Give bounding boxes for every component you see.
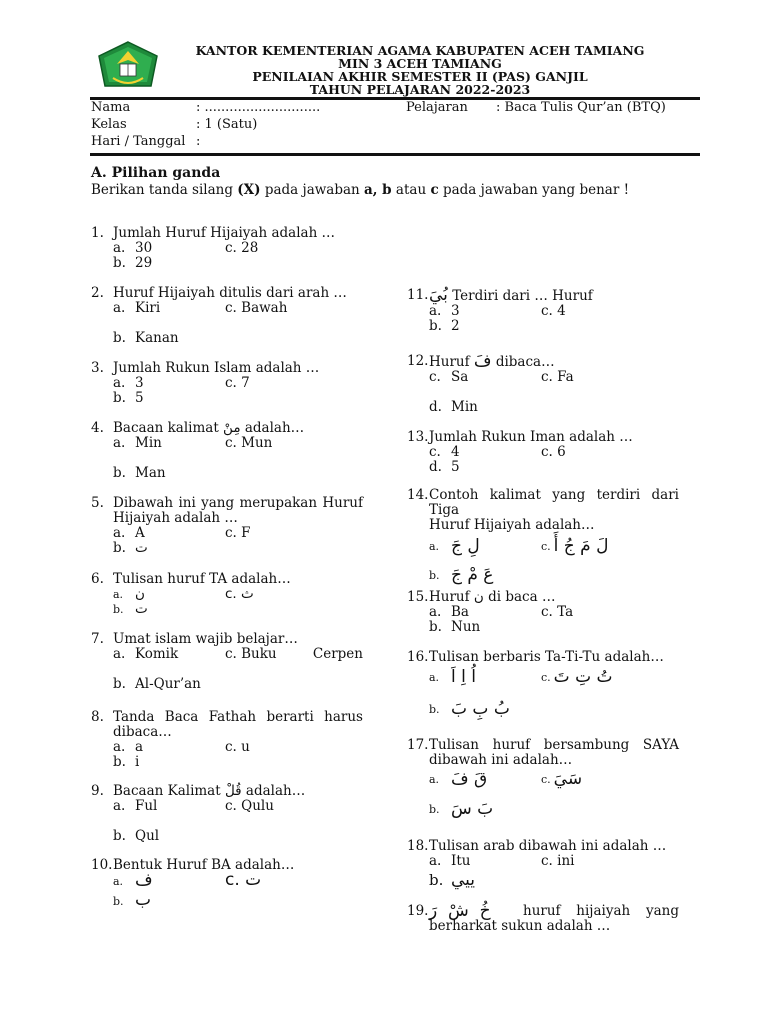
- option-b[interactable]: 2: [451, 318, 460, 334]
- question-3: [91, 361, 363, 406]
- option-label: a.: [113, 588, 124, 601]
- option-b[interactable]: Kanan: [135, 330, 179, 346]
- option-label: c.: [429, 369, 441, 385]
- option-label: a.: [113, 798, 126, 814]
- option-b[interactable]: ييي: [451, 869, 476, 890]
- question-text: di baca …: [483, 589, 556, 605]
- question-10: [91, 858, 363, 913]
- option-a[interactable]: 3: [135, 375, 144, 391]
- option-c-label: c.: [541, 539, 551, 553]
- option-label: a.: [113, 525, 126, 541]
- question-18: [407, 839, 679, 891]
- option-label: b.: [429, 870, 444, 889]
- question-text: Tulisan berbaris Ta-Ti-Tu adalah…: [429, 649, 664, 665]
- option-b[interactable]: ت: [135, 540, 148, 556]
- option-b[interactable]: Qul: [135, 828, 160, 844]
- option-label: b.: [429, 568, 440, 582]
- hari-value: :: [196, 134, 201, 149]
- option-b[interactable]: Man: [135, 465, 166, 481]
- letterhead-line-1: KANTOR KEMENTERIAN AGAMA KABUPATEN ACEH TAMIANG: [195, 43, 645, 58]
- question-text: Huruf: [429, 589, 474, 605]
- option-label: d.: [429, 399, 442, 415]
- option-b[interactable]: Al-Qur’an: [135, 676, 201, 692]
- option-a[interactable]: Itu: [451, 853, 471, 869]
- question-text: adalah…: [241, 783, 306, 799]
- option-label: b.: [429, 702, 440, 716]
- arabic-word: ن: [473, 589, 484, 605]
- option-a[interactable]: 4: [451, 444, 460, 460]
- header-rule-bottom: [90, 153, 700, 156]
- option-label: b.: [429, 619, 442, 635]
- question-number: 14.: [407, 487, 429, 503]
- option-a[interactable]: a: [135, 739, 144, 755]
- question-text: Bacaan kalimat: [113, 420, 224, 436]
- option-a[interactable]: Sa: [451, 369, 469, 385]
- option-c[interactable]: c. F: [225, 525, 251, 541]
- question-text-line-2: Huruf Hijaiyah adalah…: [429, 517, 595, 533]
- instr-ab: a, b: [364, 182, 392, 198]
- option-label: a.: [113, 240, 126, 256]
- letterhead: [170, 44, 670, 96]
- question-12: [407, 351, 679, 415]
- option-c[interactable]: c. u: [225, 739, 250, 755]
- question-number: 11.: [407, 287, 429, 303]
- arabic-word: فَ: [473, 351, 492, 371]
- question-text-line-2: dibawah ini adalah…: [429, 752, 573, 768]
- option-b[interactable]: ت: [135, 601, 148, 617]
- option-a[interactable]: ن: [135, 586, 145, 602]
- question-number: 8.: [91, 709, 104, 725]
- arabic-word: خُ شْ رَ: [429, 901, 491, 921]
- question-number: 12.: [407, 353, 429, 369]
- option-b[interactable]: Min: [451, 399, 478, 415]
- option-label: b.: [113, 330, 126, 346]
- letterhead-line-4: TAHUN PELAJARAN 2022-2023: [309, 82, 531, 97]
- option-c[interactable]: c. ث: [225, 586, 254, 602]
- option-c[interactable]: c. 28: [225, 240, 259, 256]
- option-b[interactable]: عَ مْ جَ: [451, 564, 494, 585]
- question-14: [407, 488, 679, 591]
- hari-label: Hari / Tanggal: [91, 134, 186, 149]
- option-a[interactable]: Ba: [451, 604, 469, 620]
- option-a[interactable]: لِ جَ: [451, 535, 480, 556]
- question-15: [407, 590, 679, 635]
- question-number: 5.: [91, 495, 104, 511]
- option-label: b.: [113, 603, 124, 616]
- question-text: Tanda Baca Fathah berarti harus: [113, 709, 363, 725]
- option-label: a.: [113, 300, 126, 316]
- instr-part: pada jawaban: [260, 182, 365, 198]
- question-2: [91, 286, 363, 346]
- question-number: 10.: [91, 857, 113, 873]
- option-c[interactable]: c. ini: [541, 853, 575, 869]
- question-text: Jumlah Huruf Hijaiyah adalah …: [113, 225, 336, 241]
- option-label: a.: [429, 303, 442, 319]
- question-number: 9.: [91, 783, 104, 799]
- question-text: Tulisan huruf TA adalah…: [113, 571, 291, 587]
- option-a[interactable]: Komik: [135, 646, 179, 662]
- question-13: [407, 430, 679, 475]
- question-text: Bacaan Kalimat: [113, 783, 225, 799]
- option-c-label: c.: [541, 772, 551, 786]
- option-label: a.: [113, 375, 126, 391]
- option-c[interactable]: لَ مَ جُ أَ: [553, 535, 609, 556]
- option-label: b.: [113, 390, 126, 406]
- option-label: a.: [429, 853, 442, 869]
- option-label: c.: [429, 444, 441, 460]
- option-label: b.: [429, 802, 440, 816]
- option-label: b.: [113, 828, 126, 844]
- option-label: b.: [113, 676, 126, 692]
- option-b[interactable]: بَ سَ: [451, 798, 494, 819]
- pelajaran-label: Pelajaran: [406, 100, 468, 115]
- pelajaran-value: : Baca Tulis Qur’an (BTQ): [496, 100, 666, 115]
- option-b[interactable]: ب: [135, 890, 152, 910]
- option-label: d.: [429, 459, 442, 475]
- question-text: Huruf: [429, 354, 474, 370]
- question-4: [91, 421, 363, 481]
- question-text-line-2: berharkat sukun adalah …: [429, 918, 611, 934]
- option-label: a.: [113, 875, 124, 888]
- option-c-extra[interactable]: Cerpen: [312, 646, 363, 662]
- option-label: a.: [429, 604, 442, 620]
- option-label: b.: [113, 540, 126, 556]
- question-number: 18.: [407, 838, 429, 854]
- arabic-word: بُيَ: [429, 285, 448, 305]
- question-number: 16.: [407, 649, 429, 665]
- question-1: [91, 226, 363, 271]
- question-number: 19.: [407, 903, 429, 919]
- question-number: 17.: [407, 737, 429, 753]
- option-c[interactable]: c. Ta: [541, 604, 574, 620]
- arabic-word: مِنْ: [223, 420, 241, 436]
- question-text: Bentuk Huruf BA adalah…: [113, 857, 295, 873]
- option-label: b.: [113, 465, 126, 481]
- option-c[interactable]: c. 6: [541, 444, 566, 460]
- instructions: [91, 182, 629, 198]
- option-c[interactable]: c. Bawah: [225, 300, 288, 316]
- kelas-label: Kelas: [91, 117, 127, 132]
- option-label: a.: [113, 739, 126, 755]
- option-c[interactable]: c. ت: [225, 870, 262, 890]
- question-number: 1.: [91, 225, 104, 241]
- question-text: Umat islam wajib belajar…: [113, 631, 298, 647]
- question-text: Tulisan huruf bersambung SAYA: [429, 737, 679, 753]
- option-label: b.: [113, 754, 126, 770]
- option-label: a.: [429, 772, 440, 786]
- question-text: Jumlah Rukun Iman adalah …: [429, 429, 633, 445]
- option-a[interactable]: ف: [135, 870, 153, 890]
- question-text: Contoh kalimat yang terdiri dari Tiga: [429, 487, 679, 518]
- nama-label: Nama: [91, 100, 131, 115]
- question-text: Jumlah Rukun Islam adalah …: [113, 360, 320, 376]
- instr-x: (X): [237, 182, 261, 198]
- option-label: a.: [113, 435, 126, 451]
- option-c[interactable]: c. Mun: [225, 435, 273, 451]
- option-c-label: c.: [541, 670, 551, 684]
- question-text: Terdiri dari … Huruf: [447, 288, 593, 304]
- option-label: b.: [113, 895, 124, 908]
- instr-c: c: [430, 182, 439, 198]
- question-text-line-2: Hijaiyah adalah …: [113, 510, 238, 526]
- question-11: [407, 285, 679, 334]
- option-c[interactable]: c. Qulu: [225, 798, 274, 814]
- option-b[interactable]: 5: [135, 390, 144, 406]
- question-text: Dibawah ini yang merupakan Huruf: [113, 495, 363, 511]
- option-c[interactable]: c. 4: [541, 303, 566, 319]
- option-a[interactable]: 30: [135, 240, 153, 256]
- option-b[interactable]: بُ بِ بَ: [451, 698, 510, 719]
- question-number: 7.: [91, 631, 104, 647]
- option-c[interactable]: c. 7: [225, 375, 250, 391]
- kelas-value: : 1 (Satu): [196, 117, 258, 132]
- question-text: adalah…: [240, 420, 305, 436]
- letterhead-line-3: PENILAIAN AKHIR SEMESTER II (PAS) GANJIL: [252, 69, 588, 84]
- option-a[interactable]: Ful: [135, 798, 158, 814]
- option-label: a.: [113, 646, 126, 662]
- option-a[interactable]: اُ اِ اَ: [451, 666, 476, 687]
- option-c[interactable]: c. Buku: [224, 646, 277, 662]
- question-16: [407, 650, 679, 729]
- kemenag-logo: [95, 40, 161, 92]
- question-text: huruf hijaiyah yang: [523, 903, 679, 919]
- option-a[interactable]: قَ فَ: [451, 768, 488, 789]
- instr-part: Berikan tanda silang: [91, 182, 238, 198]
- option-label: b.: [113, 255, 126, 271]
- option-c[interactable]: تُ تِ تَ: [553, 666, 613, 687]
- question-19: [407, 901, 679, 934]
- section-title: A. Pilihan ganda: [91, 165, 221, 181]
- arabic-word: قُلْ: [224, 783, 242, 799]
- option-a[interactable]: Kiri: [135, 300, 161, 316]
- question-number: 4.: [91, 420, 104, 436]
- question-5: [91, 496, 363, 556]
- letterhead-line-2: MIN 3 ACEH TAMIANG: [338, 56, 502, 71]
- question-text-line-2: dibaca…: [113, 724, 172, 740]
- option-b[interactable]: 5: [451, 459, 460, 475]
- instr-part: atau: [391, 182, 431, 198]
- nama-value: : ............................: [196, 100, 321, 115]
- question-text: Tulisan arab dibawah ini adalah …: [429, 838, 667, 854]
- option-label: b.: [429, 318, 442, 334]
- option-b[interactable]: 29: [135, 255, 153, 271]
- question-9: [91, 784, 363, 844]
- option-a[interactable]: Min: [135, 435, 162, 451]
- question-number: 6.: [91, 571, 104, 587]
- option-b[interactable]: Nun: [451, 619, 481, 635]
- info-block: [91, 100, 701, 152]
- question-text: dibaca…: [491, 354, 555, 370]
- question-text: Huruf Hijaiyah ditulis dari arah …: [113, 285, 347, 301]
- option-c[interactable]: سَيَ: [553, 768, 583, 789]
- question-number: 3.: [91, 360, 104, 376]
- option-label: a.: [429, 539, 440, 553]
- question-number: 2.: [91, 285, 104, 301]
- question-number: 13.: [407, 429, 429, 445]
- question-number: 15.: [407, 589, 429, 605]
- question-7: [91, 632, 363, 692]
- question-6: [91, 572, 363, 617]
- option-label: a.: [429, 670, 440, 684]
- instr-part: pada jawaban yang benar !: [438, 182, 629, 198]
- option-a[interactable]: A: [135, 525, 145, 541]
- option-b[interactable]: i: [135, 754, 140, 770]
- question-17: [407, 738, 679, 828]
- option-a[interactable]: 3: [451, 303, 460, 319]
- question-8: [91, 710, 363, 770]
- option-c[interactable]: c. Fa: [541, 369, 574, 385]
